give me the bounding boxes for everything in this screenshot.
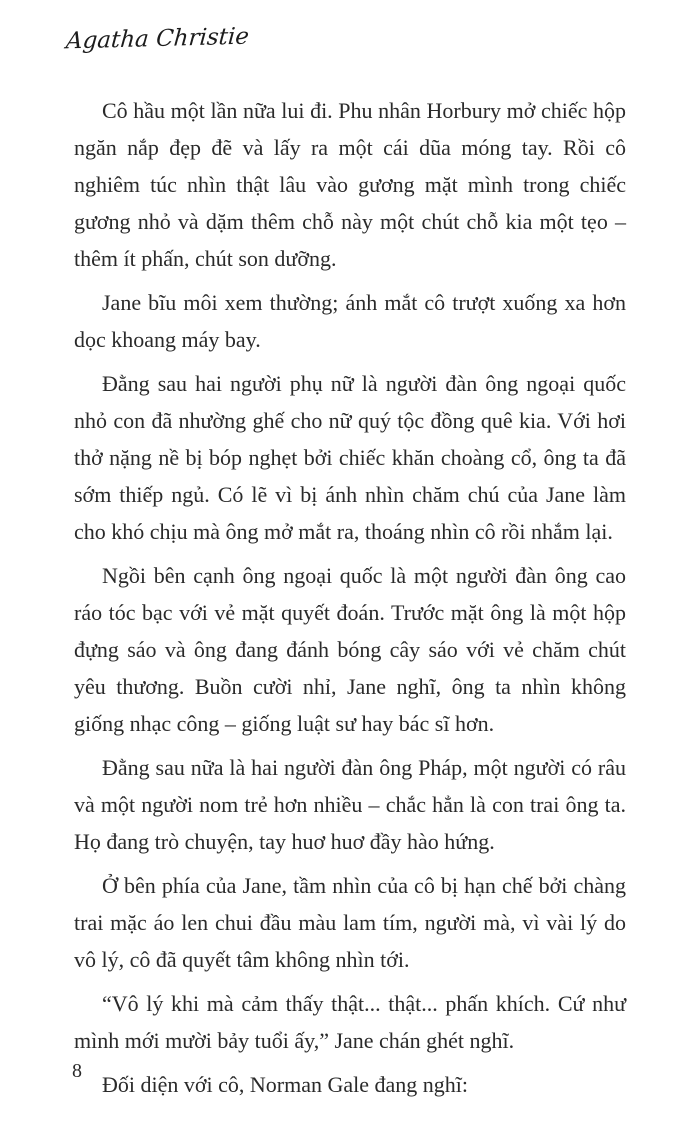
paragraph: Ngồi bên cạnh ông ngoại quốc là một người đàn ông cao ráo tóc bạc với vẻ mặt quyết đoán. Trước mặt ông là một hộp đựng sáo và ông đang đánh bóng cây sáo với vẻ chăm chút yêu thương. Buồn cười nhỉ, Jane nghĩ, ông ta nhìn không giống nhạc công – giống luật sư hay bác sĩ hơn. [74, 563, 626, 736]
paragraph: Cô hầu một lần nữa lui đi. Phu nhân Horbury mở chiếc hộp ngăn nắp đẹp đẽ và lấy ra một cái dũa móng tay. Rồi cô nghiêm túc nhìn thật lâu vào gương mặt mình trong chiếc gương nhỏ và dặm thêm chỗ này một chút chỗ kia một tẹo – thêm ít phấn, chút son dưỡng. [74, 98, 626, 271]
paragraph: Ở bên phía của Jane, tầm nhìn của cô bị hạn chế bởi chàng trai mặc áo len chui đầu màu lam tím, người mà, vì vài lý do vô lý, cô đã quyết tâm không nhìn tới. [74, 873, 626, 972]
paragraph: Đằng sau nữa là hai người đàn ông Pháp, một người có râu và một người nom trẻ hơn nhiều – chắc hẳn là con trai ông ta. Họ đang trò chuyện, tay huơ huơ đầy hào hứng. [74, 755, 626, 854]
author-signature-logo: Agatha Christie [65, 23, 250, 55]
paragraph: Đối diện với cô, Norman Gale đang nghĩ: [102, 1072, 468, 1097]
paragraph: Đằng sau hai người phụ nữ là người đàn ông ngoại quốc nhỏ con đã nhường ghế cho nữ quý tộc đồng quê kia. Với hơi thở nặng nề bị bóp nghẹt bởi chiếc khăn choàng cổ, ông ta đã sớm thiếp ngủ. Có lẽ vì bị ánh nhìn chăm chú của Jane làm cho khó chịu mà ông mở mắt ra, thoáng nhìn cô rồi nhắm lại. [74, 371, 626, 544]
paragraph: Jane bĩu môi xem thường; ánh mắt cô trượt xuống xa hơn dọc khoang máy bay. [74, 290, 626, 352]
page-text [74, 92, 626, 1110]
paragraph: “Vô lý khi mà cảm thấy thật... thật... phấn khích. Cứ như mình mới mười bảy tuổi ấy,” Jane chán ghét nghĩ. [74, 991, 626, 1053]
page-number: 8 [72, 1060, 82, 1082]
